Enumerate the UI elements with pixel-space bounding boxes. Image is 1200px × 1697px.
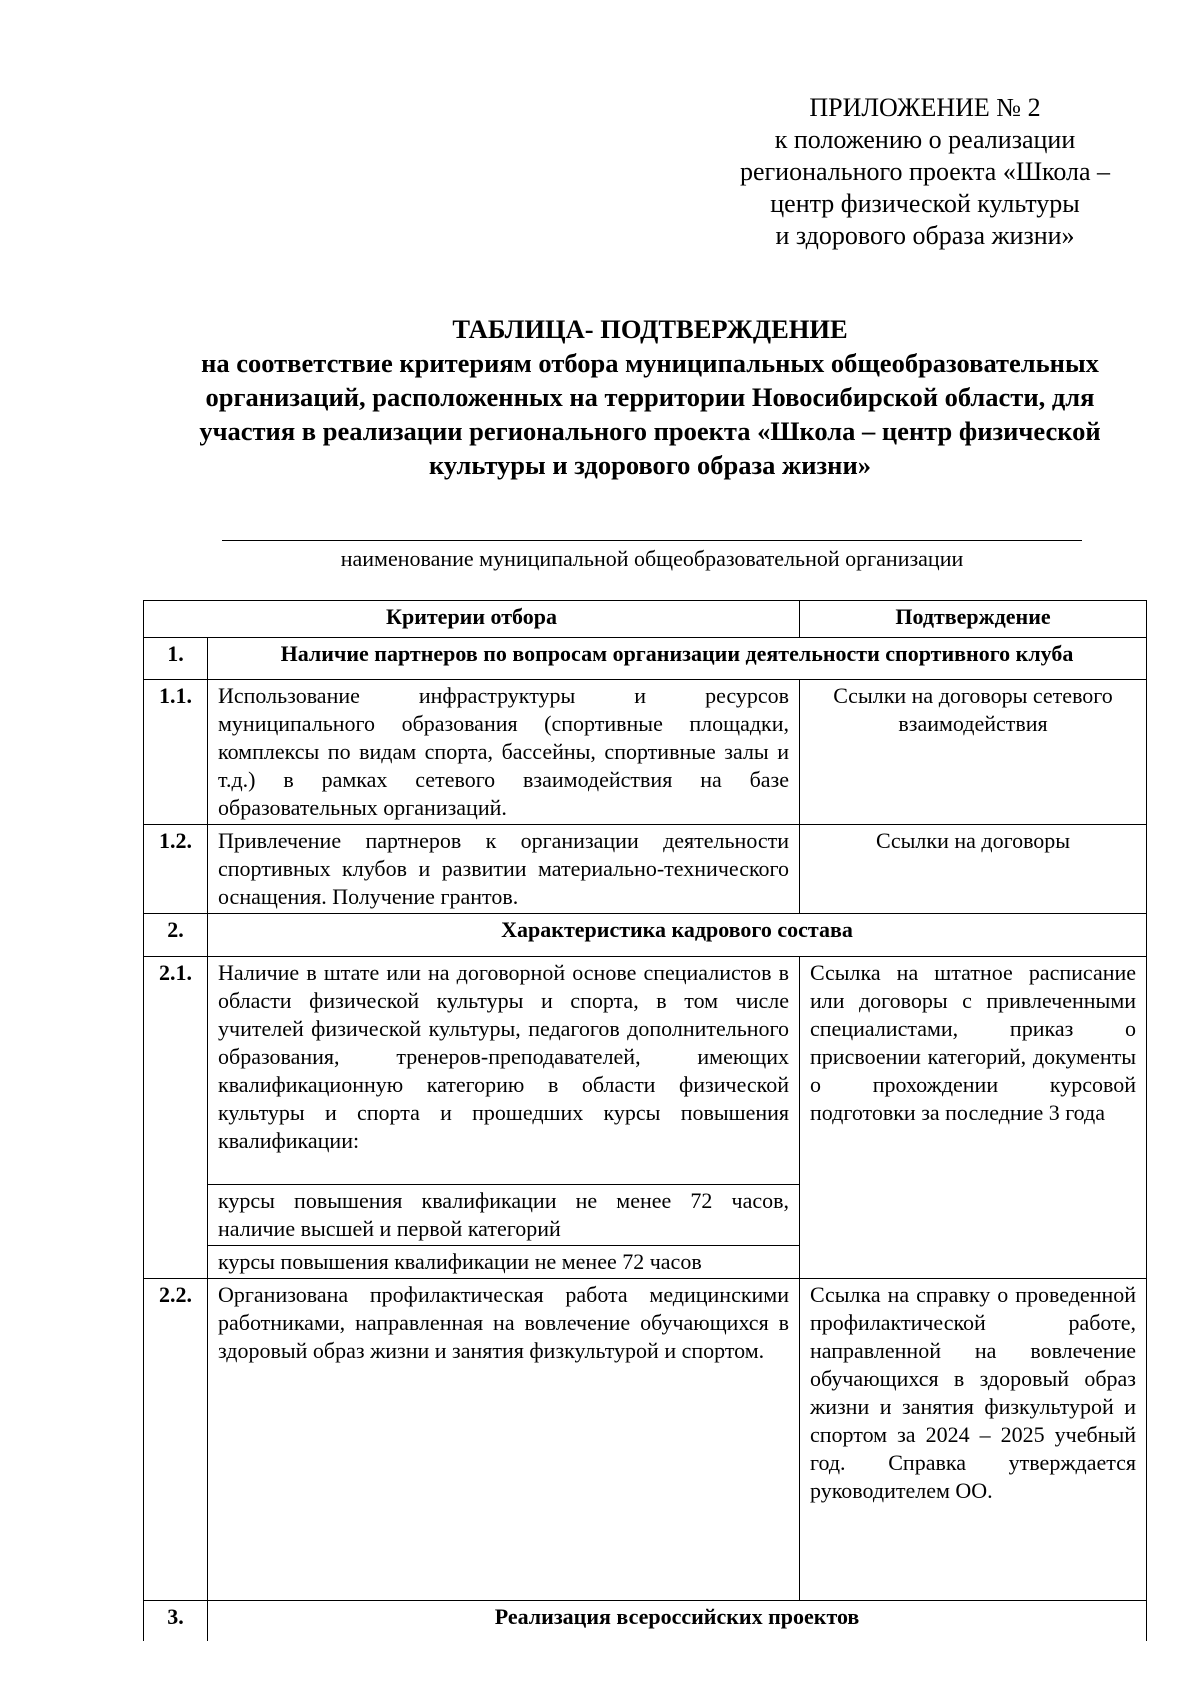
section-title: Реализация всероссийских проектов	[208, 1601, 1147, 1641]
section-row	[144, 638, 1147, 680]
table-row	[144, 825, 1147, 914]
table-row	[144, 680, 1147, 825]
table-header-row	[144, 601, 1147, 638]
row-number: 1.1.	[144, 680, 208, 825]
section-title: Наличие партнеров по вопросам организации деятельности спортивного клуба	[208, 638, 1147, 680]
section-number: 3.	[144, 1601, 208, 1641]
title-line: участия в реализации регионального проекта «Школа – центр физической	[199, 416, 1101, 446]
row-confirmation: Ссылки на договоры	[800, 825, 1147, 914]
table-row	[144, 957, 1147, 1185]
row-number: 1.2.	[144, 825, 208, 914]
section-row	[144, 1601, 1147, 1641]
row-confirmation: Ссылка на справку о проведенной профилактической работе, направленной на вовлечение обучающихся в здоровый образ жизни и занятия физкультурой и спортом за 2024 – 2025 учебный год. Справка утверждается руководителем ОО.	[800, 1279, 1147, 1601]
org-name-blank-line[interactable]	[222, 540, 1082, 541]
title-line: на соответствие критериям отбора муниципальных общеобразовательных	[201, 348, 1099, 378]
row-confirmation: Ссылка на штатное расписание или договоры с привлеченными специалистами, приказ о присвоении категорий, документы о прохождении курсовой подготовки за последние 3 года	[800, 957, 1147, 1279]
row-number: 2.1.	[144, 957, 208, 1279]
document-title	[130, 312, 1170, 482]
section-title: Характеристика кадрового состава	[208, 914, 1147, 957]
org-name-caption: наименование муниципальной общеобразовательной организации	[340, 546, 964, 571]
title-line: культуры и здорового образа жизни»	[429, 450, 871, 480]
appendix-line: регионального проекта «Школа –	[739, 157, 1111, 186]
appendix-line: к положению о реализации	[774, 125, 1076, 154]
section-number: 1.	[144, 638, 208, 680]
table-row	[144, 1279, 1147, 1601]
row-criterion: Использование инфраструктуры и ресурсов муниципального образования (спортивные площадки, комплексы по видам спорта, бассейны, спортивные залы и т.д.) в рамках сетевого взаимодействия на базе образовательных организаций.	[208, 680, 800, 825]
header-confirmation: Подтверждение	[800, 601, 1147, 638]
appendix-line: и здорового образа жизни»	[775, 221, 1075, 250]
section-number: 2.	[144, 914, 208, 957]
row-criterion: Наличие в штате или на договорной основе специалистов в области физической культуры и спорта, в том числе учителей физической культуры, педагогов дополнительного образования, тренеров-преподавателей, имеющих квалификационную категорию в области физической культуры и спорта и прошедших курсы повышения квалификации:	[208, 957, 800, 1185]
appendix-heading	[690, 92, 1160, 252]
row-criterion: Организована профилактическая работа медицинскими работниками, направленная на вовлечение обучающихся в здоровый образ жизни и занятия физкультурой и спортом.	[208, 1279, 800, 1601]
header-criteria: Критерии отбора	[144, 601, 800, 638]
row-sub-criterion: курсы повышения квалификации не менее 72 часов, наличие высшей и первой категорий	[208, 1185, 800, 1246]
criteria-table	[143, 600, 1147, 1641]
appendix-line: центр физической культуры	[770, 189, 1080, 218]
row-sub-criterion: курсы повышения квалификации не менее 72 часов	[208, 1246, 800, 1279]
row-number: 2.2.	[144, 1279, 208, 1601]
appendix-line: ПРИЛОЖЕНИЕ № 2	[809, 93, 1041, 122]
row-confirmation: Ссылки на договоры сетевого взаимодействия	[800, 680, 1147, 825]
title-main: ТАБЛИЦА- ПОДТВЕРЖДЕНИЕ	[452, 314, 848, 344]
section-row	[144, 914, 1147, 957]
row-criterion: Привлечение партнеров к организации деятельности спортивных клубов и развитии материально-технического оснащения. Получение грантов.	[208, 825, 800, 914]
title-line: организаций, расположенных на территории Новосибирской области, для	[205, 382, 1095, 412]
